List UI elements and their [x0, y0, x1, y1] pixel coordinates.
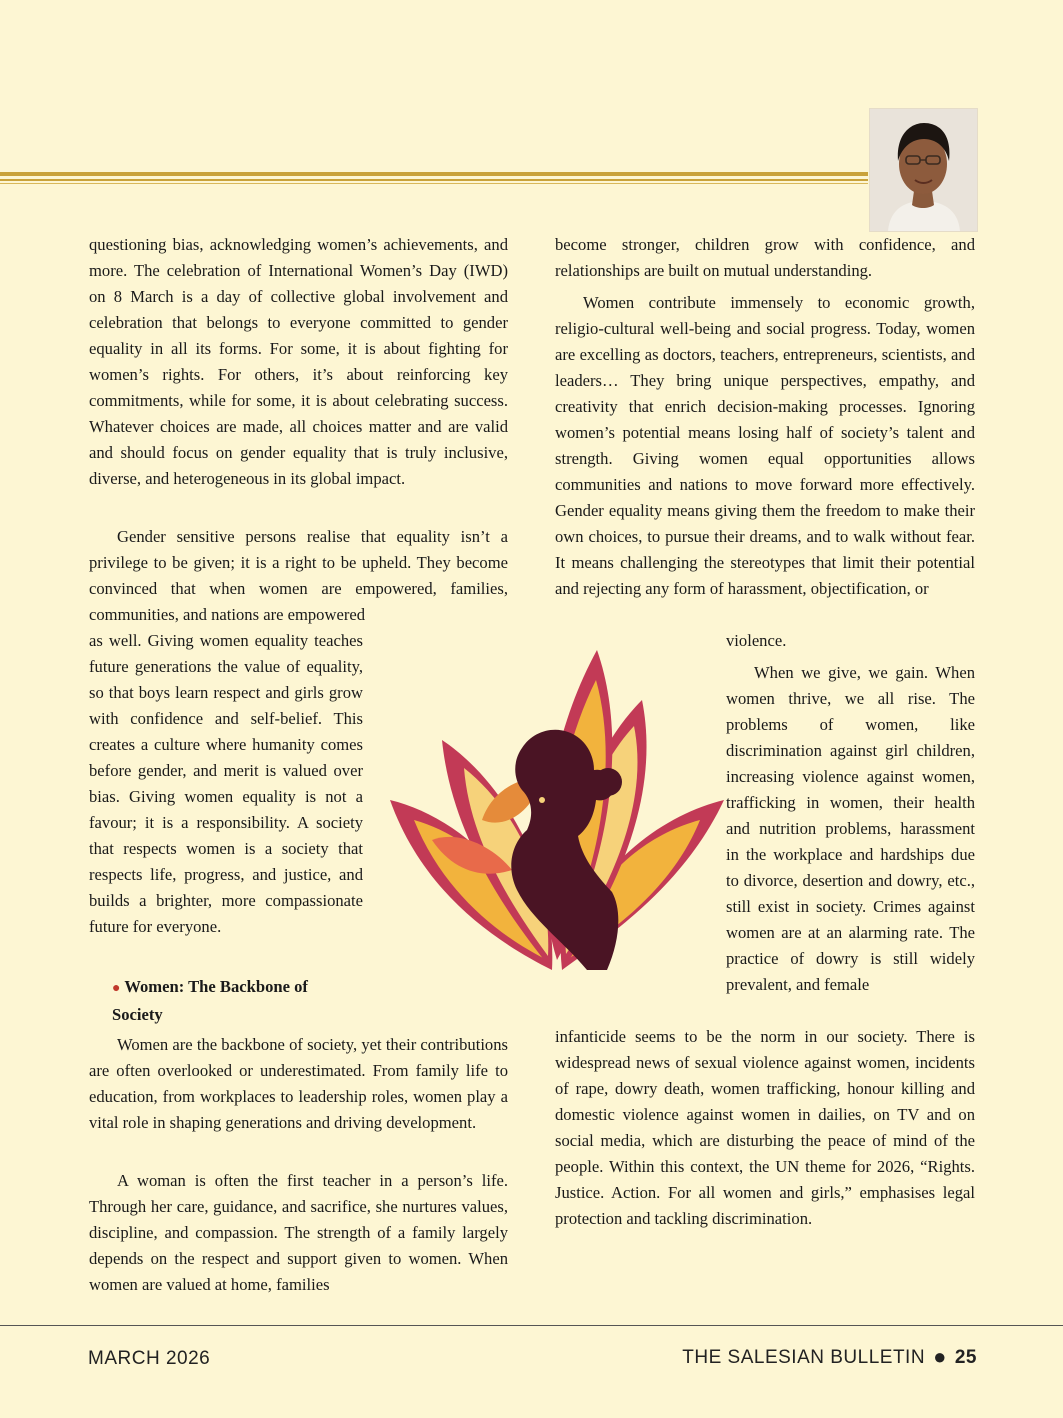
subheading-text: Women: The Backbone of Society: [112, 977, 308, 1024]
col2-para-3-narrow: When we give, we gain. When women thrive, we all rise. The problems of women, like discrimination against girl children, increasing violence against women, trafficking in women, their health and nutrition problems, harassment in the workplace and hardships due to divorce, desertion and dowry, etc., still exist in society. Crimes against women are at an alarming rate. The practice of dowry is still widely prevalent, and female: [726, 663, 975, 994]
col1-para-2-full: Gender sensitive persons realise that equality isn’t a privilege to be given; it is a right to be upheld. They become convinced that when women are empowered, families, communities, and nations are empowered: [89, 527, 508, 624]
col1-para-1: questioning bias, acknowledging women’s achievements, and more. The celebration of International Women’s Day (IWD) on 8 March is a day of collective global involvement and celebration that belongs to everyone committed to gender equality in all its forms. For some, it is about fighting for women’s rights. For others, it’s about reinforcing key commitments, while for some, it is about celebrating success. Whatever choices are made, all choices matter and are valid and should focus on gender equality that is truly inclusive, diverse, and heterogeneous in its global impact.: [89, 235, 508, 488]
author-photo: [869, 108, 978, 232]
bullet-icon: ●: [112, 981, 121, 996]
header-rule-thin: [0, 179, 868, 181]
footer-masthead: [682, 1343, 977, 1369]
section-subheading: [112, 974, 362, 1028]
col2-para-2-end: violence.: [726, 631, 787, 650]
col1-para-2-narrow: as well. Giving women equality teaches future generations the value of equality, so that boys learn respect and girls grow with confidence and self-belief. This creates a culture where humanity comes before gender, and merit is valued over bias. Giving women equality is not a favour; it is a responsibility. A society that respects women is a society that respects life, progress, and justice, and builds a brighter, more compassionate future for everyone.: [89, 631, 363, 936]
header-rule-thick: [0, 172, 868, 176]
col2-para-3-full: infanticide seems to be the norm in our society. There is widespread news of sexual violence against women, incidents of rape, dowry death, women trafficking, honour killing and domestic violence against women in dailies, on TV and on social media, which are disturbing the peace of mind of the people. Within this context, the UN theme for 2026, “Rights. Justice. Action. For all women and girls,” emphasises legal protection and tackling discrimination.: [555, 1027, 975, 1228]
col2-para-1: become stronger, children grow with confidence, and relationships are built on mutual understanding.: [555, 235, 975, 280]
author-portrait-icon: [870, 109, 977, 231]
footer-rule: [0, 1325, 1063, 1326]
col1-para-4: A woman is often the first teacher in a person’s life. Through her care, guidance, and sacrifice, she nurtures values, discipline, and compassion. The strength of a family largely depends on the respect and support given to women. When women are valued at home, families: [89, 1171, 508, 1294]
footer-date: MARCH 2026: [88, 1348, 211, 1369]
woman-lotus-illustration-icon: [382, 640, 732, 980]
header-rule-hairline: [0, 183, 868, 184]
footer-separator-icon: ●: [933, 1344, 947, 1369]
magazine-name: THE SALESIAN BULLETIN: [682, 1347, 926, 1368]
page-number: 25: [954, 1347, 977, 1368]
col2-para-2: Women contribute immensely to economic growth, religio-cultural well-being and social progress. Today, women are excelling as doctors, teachers, entrepreneurs, scientists, and leaders… They bring unique perspectives, empathy, and creativity that enrich decision-making processes. Ignoring women’s potential means losing half of society’s talent and strength. Giving women equal opportunities allows communities and nations to move forward more effectively. Gender equality means giving them the freedom to make their own choices, to pursue their dreams, and to walk without fear. It means challenging the stereotypes that limit their potential and rejecting any form of harassment, objectification, or: [555, 293, 975, 598]
col1-para-3: Women are the backbone of society, yet their contributions are often overlooked or underestimated. From family life to education, from workplaces to leadership roles, women play a vital role in shaping generations and driving development.: [89, 1035, 508, 1132]
